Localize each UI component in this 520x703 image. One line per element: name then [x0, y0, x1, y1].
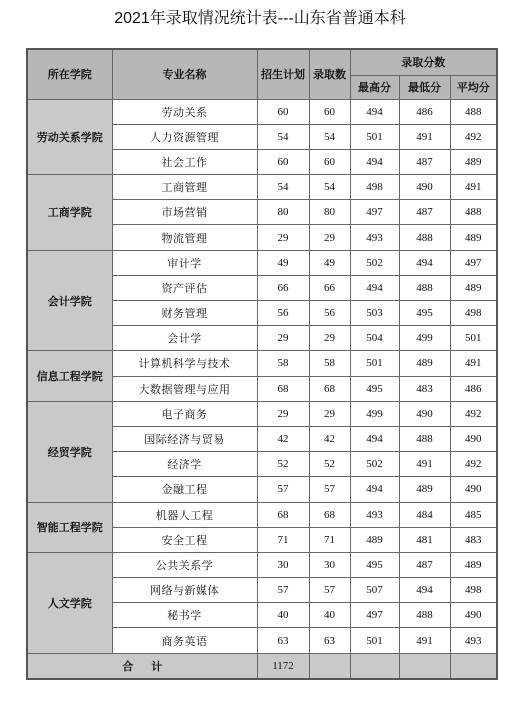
header-college: 所在学院 — [27, 49, 112, 99]
max-score: 494 — [350, 477, 399, 502]
table-body — [27, 99, 497, 653]
admitted-count: 30 — [309, 552, 350, 577]
admitted-count: 57 — [309, 477, 350, 502]
college-name: 会计学院 — [27, 250, 112, 351]
min-score: 494 — [399, 250, 450, 275]
avg-score: 486 — [450, 376, 497, 401]
major-name: 人力资源管理 — [112, 124, 257, 149]
plan-count: 29 — [257, 326, 309, 351]
admitted-count: 49 — [309, 250, 350, 275]
major-name: 安全工程 — [112, 527, 257, 552]
min-score: 495 — [399, 301, 450, 326]
min-score: 488 — [399, 225, 450, 250]
major-name: 电子商务 — [112, 401, 257, 426]
avg-score: 498 — [450, 301, 497, 326]
total-label: 合计 — [27, 653, 257, 679]
plan-count: 29 — [257, 225, 309, 250]
header-plan: 招生计划 — [257, 49, 309, 99]
avg-score: 491 — [450, 175, 497, 200]
max-score: 499 — [350, 401, 399, 426]
plan-count: 68 — [257, 502, 309, 527]
plan-count: 52 — [257, 452, 309, 477]
plan-count: 66 — [257, 275, 309, 300]
max-score: 495 — [350, 552, 399, 577]
min-score: 488 — [399, 426, 450, 451]
min-score: 489 — [399, 477, 450, 502]
admitted-count: 71 — [309, 527, 350, 552]
plan-count: 57 — [257, 578, 309, 603]
avg-score: 489 — [450, 552, 497, 577]
plan-count: 60 — [257, 149, 309, 174]
plan-count: 54 — [257, 124, 309, 149]
total-plan: 1172 — [257, 653, 309, 679]
major-name: 公共关系学 — [112, 552, 257, 577]
max-score: 494 — [350, 275, 399, 300]
avg-score: 488 — [450, 200, 497, 225]
plan-count: 80 — [257, 200, 309, 225]
max-score: 489 — [350, 527, 399, 552]
table-row — [27, 552, 497, 577]
college-name: 劳动关系学院 — [27, 99, 112, 175]
plan-count: 54 — [257, 175, 309, 200]
avg-score: 490 — [450, 603, 497, 628]
admitted-count: 42 — [309, 426, 350, 451]
admitted-count: 66 — [309, 275, 350, 300]
min-score: 488 — [399, 275, 450, 300]
min-score: 491 — [399, 628, 450, 653]
max-score: 494 — [350, 426, 399, 451]
min-score: 490 — [399, 401, 450, 426]
avg-score: 501 — [450, 326, 497, 351]
major-name: 秘书学 — [112, 603, 257, 628]
college-name: 人文学院 — [27, 552, 112, 653]
admitted-count: 29 — [309, 326, 350, 351]
min-score: 481 — [399, 527, 450, 552]
total-cell-max — [350, 653, 399, 679]
admitted-count: 68 — [309, 376, 350, 401]
table-row — [27, 250, 497, 275]
avg-score: 485 — [450, 502, 497, 527]
max-score: 502 — [350, 250, 399, 275]
min-score: 489 — [399, 351, 450, 376]
admitted-count: 54 — [309, 124, 350, 149]
table-row — [27, 99, 497, 124]
plan-count: 42 — [257, 426, 309, 451]
avg-score: 497 — [450, 250, 497, 275]
table-row — [27, 351, 497, 376]
admitted-count: 29 — [309, 225, 350, 250]
major-name: 社会工作 — [112, 149, 257, 174]
total-cell-min — [399, 653, 450, 679]
min-score: 490 — [399, 175, 450, 200]
admitted-count: 40 — [309, 603, 350, 628]
major-name: 机器人工程 — [112, 502, 257, 527]
avg-score: 490 — [450, 426, 497, 451]
min-score: 491 — [399, 452, 450, 477]
major-name: 物流管理 — [112, 225, 257, 250]
max-score: 494 — [350, 99, 399, 124]
plan-count: 68 — [257, 376, 309, 401]
max-score: 503 — [350, 301, 399, 326]
table-row — [27, 401, 497, 426]
max-score: 497 — [350, 603, 399, 628]
plan-count: 57 — [257, 477, 309, 502]
min-score: 494 — [399, 578, 450, 603]
major-name: 审计学 — [112, 250, 257, 275]
max-score: 501 — [350, 628, 399, 653]
admitted-count: 60 — [309, 99, 350, 124]
avg-score: 489 — [450, 225, 497, 250]
header-major: 专业名称 — [112, 49, 257, 99]
avg-score: 492 — [450, 124, 497, 149]
college-name: 工商学院 — [27, 175, 112, 251]
plan-count: 29 — [257, 401, 309, 426]
major-name: 资产评估 — [112, 275, 257, 300]
header-min: 最低分 — [399, 75, 450, 99]
header-scores: 录取分数 — [350, 49, 497, 75]
admitted-count: 57 — [309, 578, 350, 603]
major-name: 经济学 — [112, 452, 257, 477]
college-name: 信息工程学院 — [27, 351, 112, 401]
max-score: 501 — [350, 351, 399, 376]
max-score: 504 — [350, 326, 399, 351]
plan-count: 60 — [257, 99, 309, 124]
major-name: 国际经济与贸易 — [112, 426, 257, 451]
plan-count: 71 — [257, 527, 309, 552]
avg-score: 493 — [450, 628, 497, 653]
college-name: 智能工程学院 — [27, 502, 112, 552]
max-score: 493 — [350, 502, 399, 527]
major-name: 市场营销 — [112, 200, 257, 225]
major-name: 工商管理 — [112, 175, 257, 200]
plan-count: 49 — [257, 250, 309, 275]
admitted-count: 60 — [309, 149, 350, 174]
max-score: 507 — [350, 578, 399, 603]
avg-score: 489 — [450, 149, 497, 174]
plan-count: 40 — [257, 603, 309, 628]
plan-count: 58 — [257, 351, 309, 376]
min-score: 486 — [399, 99, 450, 124]
min-score: 488 — [399, 603, 450, 628]
avg-score: 492 — [450, 452, 497, 477]
max-score: 493 — [350, 225, 399, 250]
admitted-count: 52 — [309, 452, 350, 477]
max-score: 501 — [350, 124, 399, 149]
header-admitted: 录取数 — [309, 49, 350, 99]
plan-count: 30 — [257, 552, 309, 577]
total-cell-avg — [450, 653, 497, 679]
page-title: 2021年录取情况统计表---山东省普通本科 — [114, 10, 406, 27]
major-name: 商务英语 — [112, 628, 257, 653]
admission-table — [26, 48, 498, 680]
avg-score: 489 — [450, 275, 497, 300]
avg-score: 492 — [450, 401, 497, 426]
max-score: 502 — [350, 452, 399, 477]
major-name: 计算机科学与技术 — [112, 351, 257, 376]
admitted-count: 68 — [309, 502, 350, 527]
major-name: 劳动关系 — [112, 99, 257, 124]
admitted-count: 29 — [309, 401, 350, 426]
max-score: 497 — [350, 200, 399, 225]
header-avg: 平均分 — [450, 75, 497, 99]
avg-score: 498 — [450, 578, 497, 603]
major-name: 网络与新媒体 — [112, 578, 257, 603]
avg-score: 488 — [450, 99, 497, 124]
max-score: 494 — [350, 149, 399, 174]
major-name: 会计学 — [112, 326, 257, 351]
max-score: 495 — [350, 376, 399, 401]
min-score: 483 — [399, 376, 450, 401]
avg-score: 490 — [450, 477, 497, 502]
min-score: 487 — [399, 200, 450, 225]
college-name: 经贸学院 — [27, 401, 112, 502]
admitted-count: 56 — [309, 301, 350, 326]
total-cell-admitted — [309, 653, 350, 679]
min-score: 484 — [399, 502, 450, 527]
major-name: 金融工程 — [112, 477, 257, 502]
min-score: 487 — [399, 149, 450, 174]
table-row — [27, 502, 497, 527]
total-row — [27, 653, 497, 679]
max-score: 498 — [350, 175, 399, 200]
major-name: 大数据管理与应用 — [112, 376, 257, 401]
admitted-count: 58 — [309, 351, 350, 376]
avg-score: 483 — [450, 527, 497, 552]
major-name: 财务管理 — [112, 301, 257, 326]
min-score: 491 — [399, 124, 450, 149]
min-score: 499 — [399, 326, 450, 351]
avg-score: 491 — [450, 351, 497, 376]
min-score: 487 — [399, 552, 450, 577]
table-row — [27, 175, 497, 200]
header-max: 最高分 — [350, 75, 399, 99]
plan-count: 56 — [257, 301, 309, 326]
admitted-count: 54 — [309, 175, 350, 200]
admitted-count: 63 — [309, 628, 350, 653]
plan-count: 63 — [257, 628, 309, 653]
admitted-count: 80 — [309, 200, 350, 225]
